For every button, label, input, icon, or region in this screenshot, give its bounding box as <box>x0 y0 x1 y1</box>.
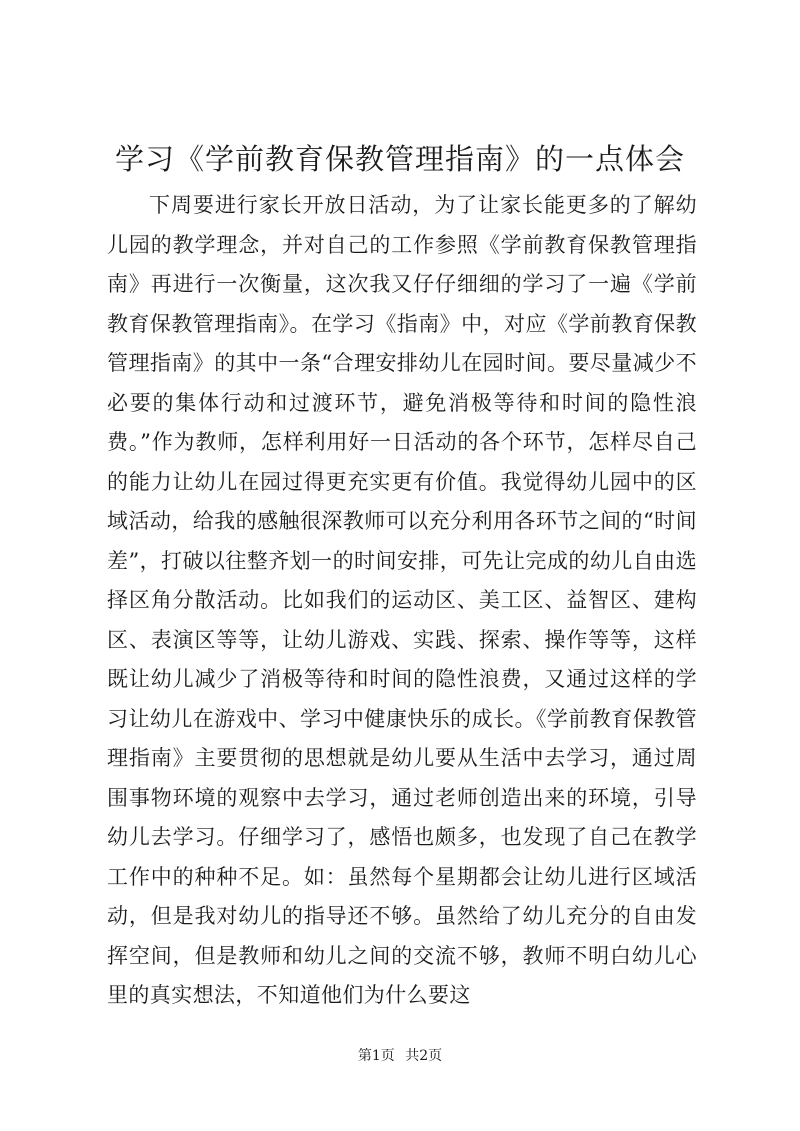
page-number-current: 第1页 <box>357 1048 395 1064</box>
document-title: 学习《学前教育保教管理指南》的一点体会 <box>114 142 685 176</box>
page-footer <box>0 1046 800 1066</box>
body-paragraph: 下周要进行家长开放日活动，为了让家长能更多的了解幼儿园的教学理念，并对自己的工作参照《学前教育保教管理指南》再进行一次衡量，这次我又仔仔细细的学习了一遍《学前教育保教管理指南》。在学习《指南》中，对应《学前教育保教管理指南》的其中一条“合理安排幼儿在园时间。要尽量减少不必要的集体行动和过渡环节，避免消极等待和时间的隐性浪费。”作为教师，怎样利用好一日活动的各个环节，怎样尽自己的能力让幼儿在园过得更充实更有价值。我觉得幼儿园中的区域活动，给我的感触很深教师可以充分利用各环节之间的“时间差”，打破以往整齐划一的时间安排，可先让完成的幼儿自由选择区角分散活动。比如我们的运动区、美工区、益智区、建构区、表演区等等，让幼儿游戏、实践、探索、操作等等，这样既让幼儿减少了消极等待和时间的隐性浪费，又通过这样的学习让幼儿在游戏中、学习中健康快乐的成长。《学前教育保教管理指南》主要贯彻的思想就是幼儿要从生活中去学习，通过周围事物环境的观察中去学习，通过老师创造出来的环境，引导幼儿去学习。仔细学习了，感悟也颇多，也发现了自己在教学工作中的种种不足。如：虽然每个星期都会让幼儿进行区域活动，但是我对幼儿的指导还不够。虽然给了幼儿充分的自由发挥空间，但是教师和幼儿之间的交流不够，教师不明白幼儿心里的真实想法，不知道他们为什么要这 <box>107 193 697 1007</box>
page-number-total: 共2页 <box>405 1048 443 1064</box>
